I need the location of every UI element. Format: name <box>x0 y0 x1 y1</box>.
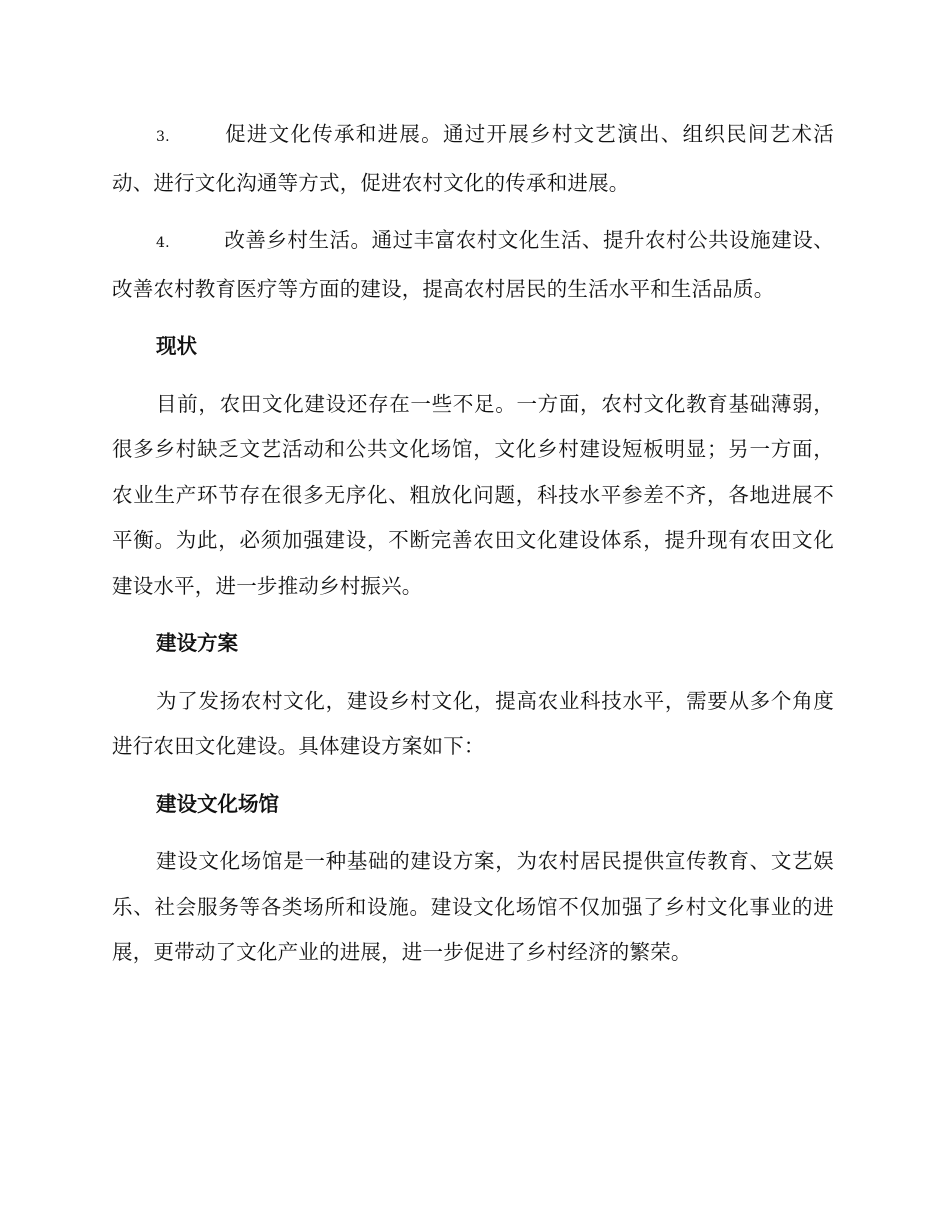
section-body-status: 目前，农田文化建设还存在一些不足。一方面，农村文化教育基础薄弱，很多乡村缺乏文艺活动和公共文化场馆，文化乡村建设短板明显；另一方面，农业生产环节存在很多无序化、粗放化问题，科技水平参差不齐，各地进展不平衡。为此，必须加强建设，不断完善农田文化建设体系，提升现有农田文化建设水平，进一步推动乡村振兴。 <box>112 391 834 598</box>
list-item <box>112 112 834 206</box>
section-body-venues: 建设文化场馆是一种基础的建设方案，为农村居民提供宣传教育、文艺娱乐、社会服务等各类场所和设施。建设文化场馆不仅加强了乡村文化事业的进展，更带动了文化产业的进展，进一步促进了乡村经济的繁荣。 <box>112 849 834 964</box>
list-item-text: 改善乡村生活。通过丰富农村文化生活、提升农村公共设施建设、改善农村教育医疗等方面的建设，提高农村居民的生活水平和生活品质。 <box>112 228 834 301</box>
list-item <box>112 218 834 312</box>
section-heading-venues: 建设文化场馆 <box>156 791 279 816</box>
section-heading-plan: 建设方案 <box>156 631 238 655</box>
document-page <box>112 112 834 988</box>
section-body-plan: 为了发扬农村文化，建设乡村文化，提高农业科技水平，需要从多个角度进行农田文化建设。具体建设方案如下： <box>112 688 834 758</box>
section-heading-status: 现状 <box>156 334 197 358</box>
list-item-text: 促进文化传承和进展。通过开展乡村文艺演出、组织民间艺术活动、进行文化沟通等方式，促进农村文化的传承和进展。 <box>112 122 834 195</box>
list-item-number: 4. <box>156 235 170 251</box>
list-item-number: 3. <box>156 129 170 145</box>
